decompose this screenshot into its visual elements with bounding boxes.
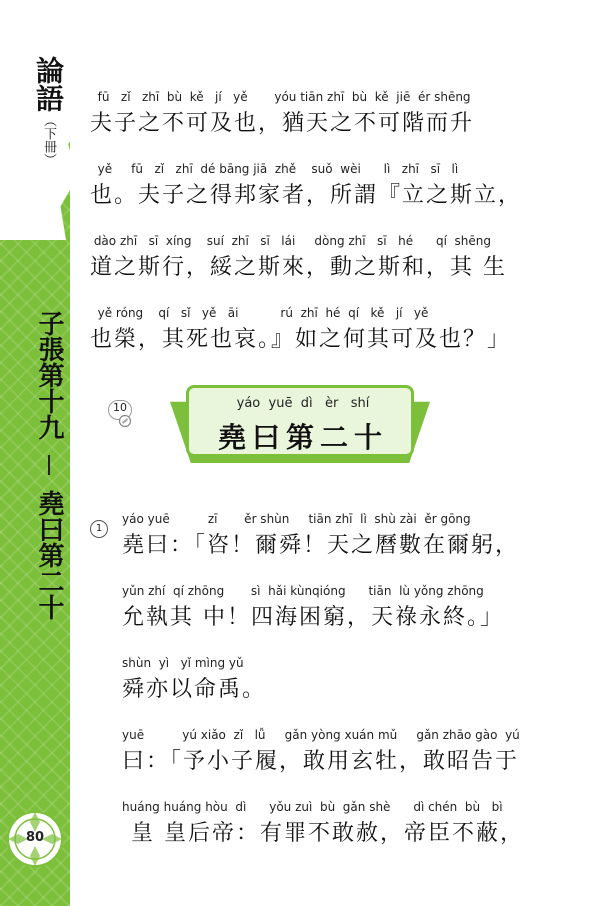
hanzi-row: 也榮，其死也哀。』如之何其可及也？」 <box>90 327 512 352</box>
pinyin-row: dào zhī sī xíng suí zhī sī lái dòng zhī sī hé qí shēng <box>90 234 492 248</box>
pinyin-row: shùn yì yǐ mìng yǔ <box>122 656 244 670</box>
pinyin-row: yáo yuē zī ěr shùn tiān zhī lì shù zài ěr gōng <box>122 512 471 526</box>
pinyin-row: yǔn zhí qí zhōng sì hǎi kùnqióng tiān lù yǒng zhōng <box>122 584 484 598</box>
text-line <box>122 512 519 559</box>
pinyin-row: yě fū zǐ zhī dé bāng jiā zhě suǒ wèi lì zhī sī lì <box>90 162 459 176</box>
pinyin-row: yuē yú xiǎo zǐ lǚ gǎn yòng xuán mǔ gǎn zhāo gào yú <box>122 728 520 742</box>
page-number-badge <box>4 808 66 870</box>
chapter-title-banner <box>170 385 430 475</box>
text-line <box>122 656 266 703</box>
book-title-text: 論語 <box>32 56 65 112</box>
hanzi-row: 允執其 中！四海困窮，天祿永終。」 <box>122 605 504 630</box>
text-line <box>90 306 511 353</box>
hanzi-row: 道之斯行，綏之斯來，動之斯和，其 生 <box>90 255 507 280</box>
chapter-label-20: 堯曰第二十 <box>34 490 64 621</box>
pinyin-row: yě róng qí sǐ yě āi rú zhī hé qí kě jí yě <box>90 306 429 320</box>
text-line <box>90 162 522 209</box>
section-number: 10 <box>108 400 132 420</box>
paragraph-number: 1 <box>90 520 108 538</box>
hanzi-row: 舜亦以命禹。 <box>122 677 267 702</box>
chapter-labels <box>32 310 66 620</box>
text-line <box>90 90 474 137</box>
book-title <box>32 56 64 166</box>
hanzi-row: 皇 皇后帝：有罪不敢赦，帝臣不蔽， <box>122 821 524 846</box>
section-number-badge <box>108 400 136 428</box>
volume-label: （下冊） <box>41 114 56 166</box>
hanzi-row: 曰：「予小子履，敢用玄牡，敢昭告于 <box>122 749 520 774</box>
text-line <box>90 234 507 281</box>
paperclip-icon <box>118 414 132 428</box>
hanzi-row: 堯曰：「咨！爾舜！天之曆數在爾躬， <box>122 533 520 558</box>
text-line <box>122 584 504 631</box>
hanzi-row: 也。夫子之得邦家者，所謂『立之斯立， <box>90 183 523 208</box>
chapter-separator <box>48 455 50 475</box>
chapter-label-19: 子張第十九 <box>34 310 64 440</box>
banner-panel <box>186 385 414 457</box>
pinyin-row: fū zǐ zhī bù kě jí yě yóu tiān zhī bù kě jiē ér shēng <box>90 90 471 104</box>
chapter-title-pinyin: yáo yuē dì èr shí <box>236 396 370 411</box>
chapter-title: 堯曰第二十 <box>217 421 388 454</box>
page-number: 80 <box>25 830 45 845</box>
text-line <box>122 800 524 847</box>
hanzi-row: 夫子之不可及也，猶天之不可階而升 <box>90 111 475 136</box>
text-line <box>122 728 520 775</box>
pinyin-row: huáng huáng hòu dì yǒu zuì bù gǎn shè dì chén bù bì <box>122 800 503 814</box>
